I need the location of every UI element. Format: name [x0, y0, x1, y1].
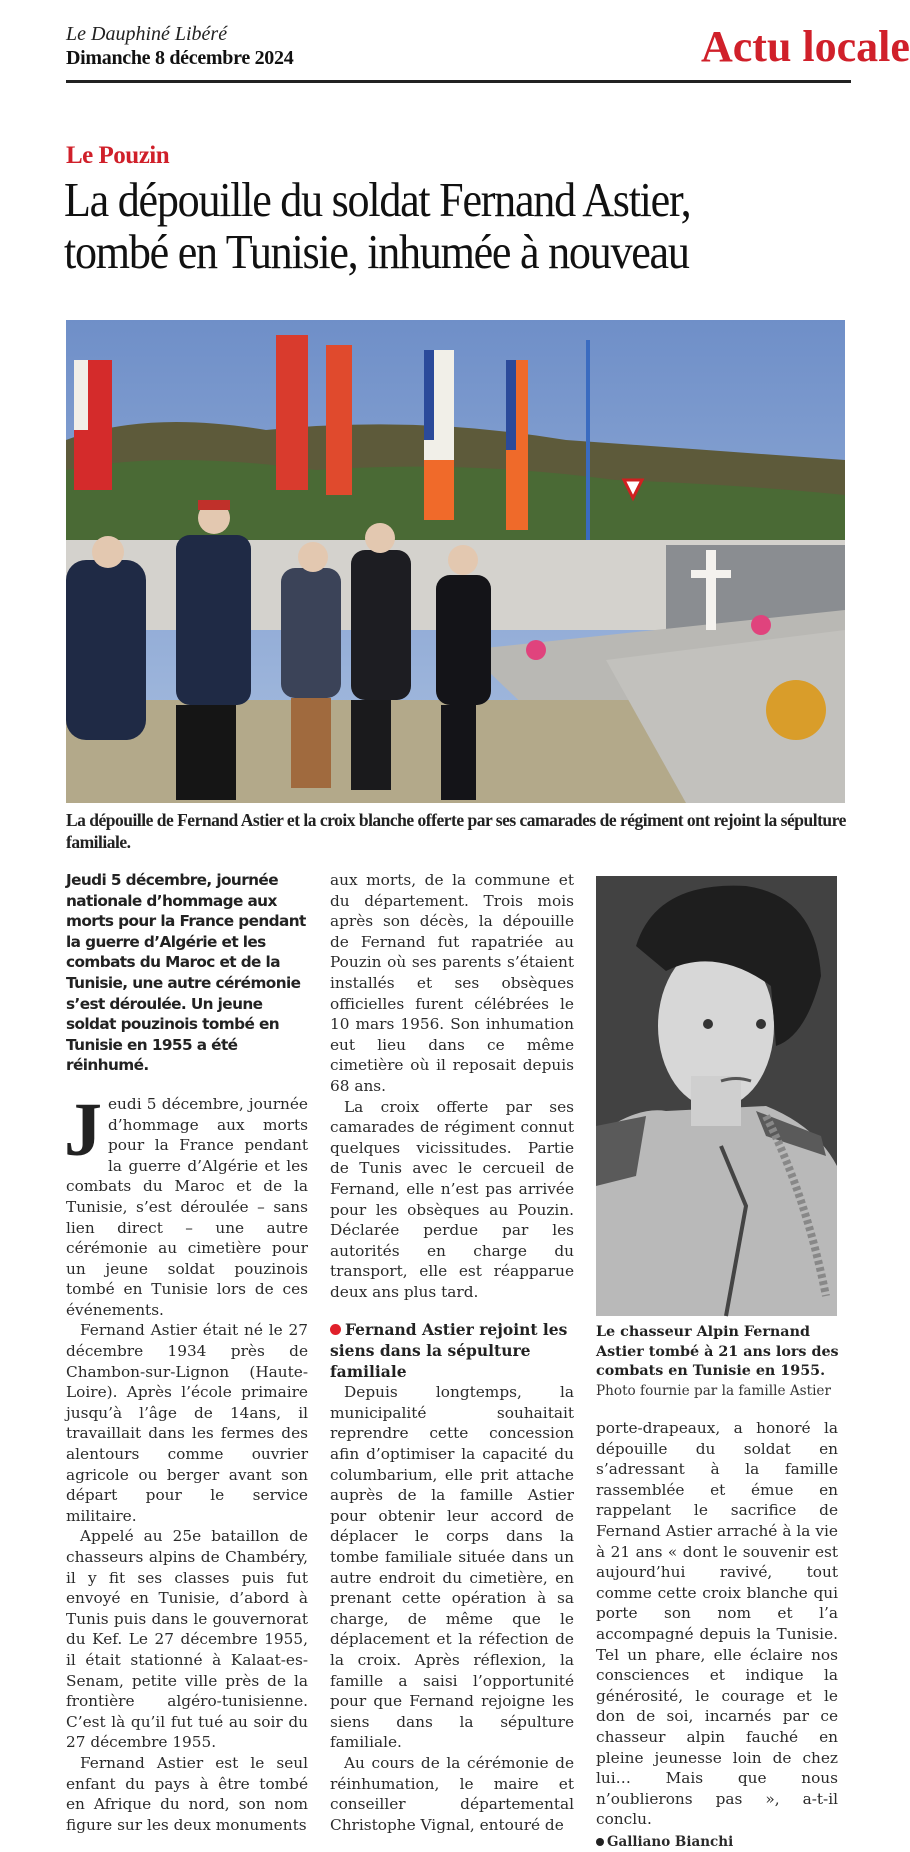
headline-line-2: tombé en Tunisie, inhumée à nouveau [64, 224, 689, 279]
article-kicker: Le Pouzin [66, 142, 170, 169]
header-rule [66, 80, 851, 83]
article-paragraph: La croix offerte par ses camarades de régiment connut quelques vicissitudes. Partie de Tunis avec le cercueil de Fernand, elle n’est pas arrivée pour les obsèques au Pouzin. Déclarée perdue par les autorités en charge du transport, elle est réapparue deux ans plus tard. [330, 1097, 574, 1301]
article-paragraph: Au cours de la cérémonie de réinhumation, le maire et conseiller départemental Christophe Vignal, entouré de [330, 1753, 574, 1834]
article-paragraph: Appelé au 25e bataillon de chasseurs alpins de Chambéry, il y fit ses classes puis fut envoyé en Tunisie, d’abord à Tunis puis dans le gouvernorat du Kef. Le 27 décembre 1955, il était stationné à Kalaat-es-Senam, petite ville près de la frontière algéro-tunisienne. C’est là qu’il fut tué au soir du 27 décembre 1955. [66, 1527, 308, 1752]
portrait-caption [596, 1323, 846, 1401]
article-paragraph: Fernand Astier était né le 27 décembre 1934 près de Chambon-sur-Lignon (Haute-Loire). Après l’école primaire jusqu’à l’âge de 14ans, il travaillait dans les fermes des alentours comme ouvrier agricole ou berger avant son départ pour le service militaire. [66, 1321, 308, 1525]
newspaper-name: Le Dauphiné Libéré [66, 23, 228, 45]
subhead-text: Fernand Astier rejoint les siens dans la sépulture familiale [330, 1320, 568, 1381]
author-byline [596, 1832, 838, 1852]
section-title: Actu locale [701, 22, 910, 71]
article-column-3 [596, 1418, 838, 1852]
article-paragraph: porte-drapeaux, a honoré la dépouille du soldat en s’adressant à la famille rassemblée et émue en rappelant le sacrifice de Fernand Astier arraché à la vie à 21 ans « dont le souvenir est aujourd’hui ravivé, tout comme cette croix blanche qui porte son nom et l’a accompagné depuis la Tunisie. Tel un phare, elle éclaire nos consciences et indique la générosité, le courage et le don de soi, incarnés par ce chasseur alpin fauché en pleine jeunesse loin de chez lui… Mais que nous n’oublierons pas », a-t-il conclu. [596, 1419, 838, 1829]
article-subhead [330, 1320, 574, 1382]
bullet-dot-icon [596, 1838, 604, 1846]
bullet-dot-icon [330, 1324, 341, 1335]
drop-cap: J [64, 1087, 102, 1172]
photo-credit: Photo fournie par la famille Astier [596, 1382, 831, 1399]
ceremony-photo-illustration [66, 320, 845, 803]
article-paragraph: Fernand Astier est le seul enfant du pays à être tombé en Afrique du nord, son nom figure sur les deux monuments [66, 1753, 308, 1834]
headline-line-1: La dépouille du soldat Fernand Astier, [64, 172, 691, 227]
ceremony-photo [66, 320, 845, 803]
author-name: Galliano Bianchi [607, 1833, 734, 1850]
article-paragraph [64, 1087, 308, 1321]
article-paragraph: aux morts, de la commune et du département. Trois mois après son décès, la dépouille de Fernand fut rapatriée au Pouzin où ses parents s’étaient installés et ses obsèques officielles furent célébrées le 10 mars 1956. Son inhumation eut lieu dans ce même cimetière où il reposait depuis 68 ans. [330, 871, 574, 1095]
article-paragraph: Depuis longtemps, la municipalité souhaitait reprendre cette concession afin d’optimiser la capacité du columbarium, elle prit attache auprès de la famille Astier pour obtenir leur accord de déplacer le corps dans la tombe familiale située dans un autre endroit du cimetière, en prenant cette opération à sa charge, de même que le déplacement et la réfection de la croix. Après réflexion, la famille a saisi l’opportunité pour que Fernand rejoigne les siens dans la sépulture familiale. [330, 1383, 574, 1752]
issue-date: Dimanche 8 décembre 2024 [66, 47, 294, 69]
portrait-photo-illustration [596, 876, 837, 1316]
article-headline [64, 174, 856, 278]
article-column-2 [330, 870, 574, 1835]
paragraph-text: eudi 5 décembre, journée d’hommage aux morts pour la France pendant la guerre d’Algérie et les combats du Maroc et de la Tunisie, s’est déroulée – sans lien direct – une autre cérémonie au cimetière pour un jeune soldat pouzinois tombé en Tunisie lors de ces événements. [66, 1094, 308, 1319]
main-photo-caption: La dépouille de Fernand Astier et la croix blanche offerte par ses camarades de régiment ont rejoint la sépulture familiale. [66, 810, 846, 852]
article-column-1 [66, 870, 308, 1835]
portrait-caption-text: Le chasseur Alpin Fernand Astier tombé à 21 ans lors des combats en Tunisie en 1955. [596, 1324, 839, 1379]
article-lead: Jeudi 5 décembre, journée nationale d’hommage aux morts pour la France pendant la guerre d’Algérie et les combats du Maroc et de la Tunisie, une autre cérémonie s’est déroulée. Un jeune soldat pouzinois tombé en Tunisie en 1955 a été réinhumé. [66, 871, 306, 1075]
portrait-photo [596, 876, 837, 1316]
